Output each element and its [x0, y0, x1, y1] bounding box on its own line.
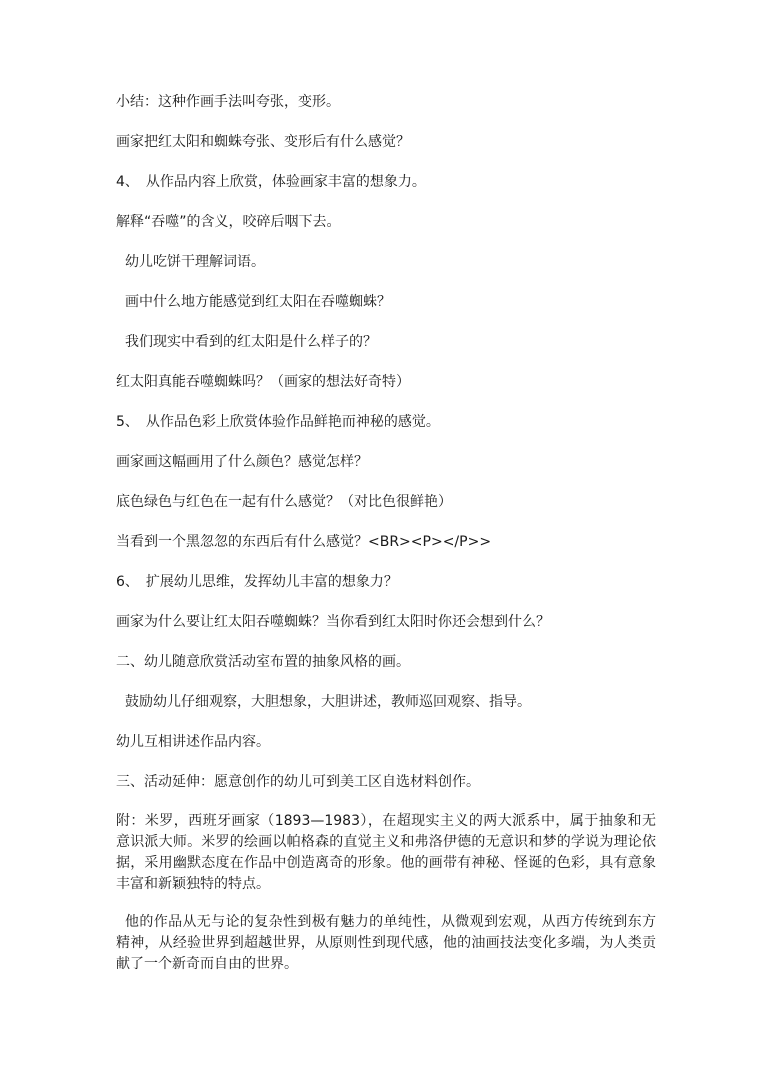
text-line: 幼儿互相讲述作品内容。	[116, 734, 270, 750]
question-line: 画家画这幅画用了什么颜色？感觉怎样？	[116, 454, 368, 470]
appendix-paragraph: 附：米罗，西班牙画家（1893—1983），在超现实主义的两大派系中，属于抽象和无意识派大师。米罗的绘画以帕格森的直觉主义和弗洛伊德的无意识和梦的学说为理论依据，采用幽默态度在作品中创造离奇的形象。他的画带有神秘、怪诞的色彩，具有意象丰富和新颖独特的特点。	[116, 813, 656, 892]
question-line: 画家把红太阳和蜘蛛夸张、变形后有什么感觉？	[116, 134, 410, 150]
question-line: 画家为什么要让红太阳吞噬蜘蛛？当你看到红太阳时你还会想到什么？	[116, 614, 550, 630]
summary-line: 小结：这种作画手法叫夸张，变形。	[116, 94, 340, 110]
question-line: 红太阳真能吞噬蜘蛛吗？（画家的想法好奇特）	[116, 374, 410, 390]
appendix-paragraph: 他的作品从无与论的复杂性到极有魅力的单纯性，从微观到宏观，从西方传统到东方精神，从经验世界到超越世界，从原则性到现代感，他的油画技法变化多端，为人类贡献了一个新奇而自由的世界。	[116, 914, 656, 972]
question-line: 我们现实中看到的红太阳是什么样子的？	[125, 334, 377, 350]
step-heading: 6、 扩展幼儿思维，发挥幼儿丰富的想象力？	[116, 574, 398, 590]
step-heading: 5、 从作品色彩上欣赏体验作品鲜艳而神秘的感觉。	[116, 414, 440, 430]
text-line: 幼儿吃饼干理解词语。	[125, 254, 265, 270]
step-heading: 4、 从作品内容上欣赏，体验画家丰富的想象力。	[116, 174, 426, 190]
question-line: 底色绿色与红色在一起有什么感觉？（对比色很鲜艳）	[116, 494, 452, 510]
text-line: 解释“吞噬”的含义，咬碎后咽下去。	[116, 214, 341, 230]
section-heading: 二、幼儿随意欣赏活动室布置的抽象风格的画。	[116, 654, 410, 670]
text-line: 鼓励幼儿仔细观察，大胆想象，大胆讲述，教师巡回观察、指导。	[125, 694, 531, 710]
section-heading: 三、活动延伸：愿意创作的幼儿可到美工区自选材料创作。	[116, 774, 480, 790]
question-line: 画中什么地方能感觉到红太阳在吞噬蜘蛛？	[125, 294, 391, 310]
question-line: 当看到一个黑忽忽的东西后有什么感觉？<BR><P></P>>	[116, 534, 492, 550]
